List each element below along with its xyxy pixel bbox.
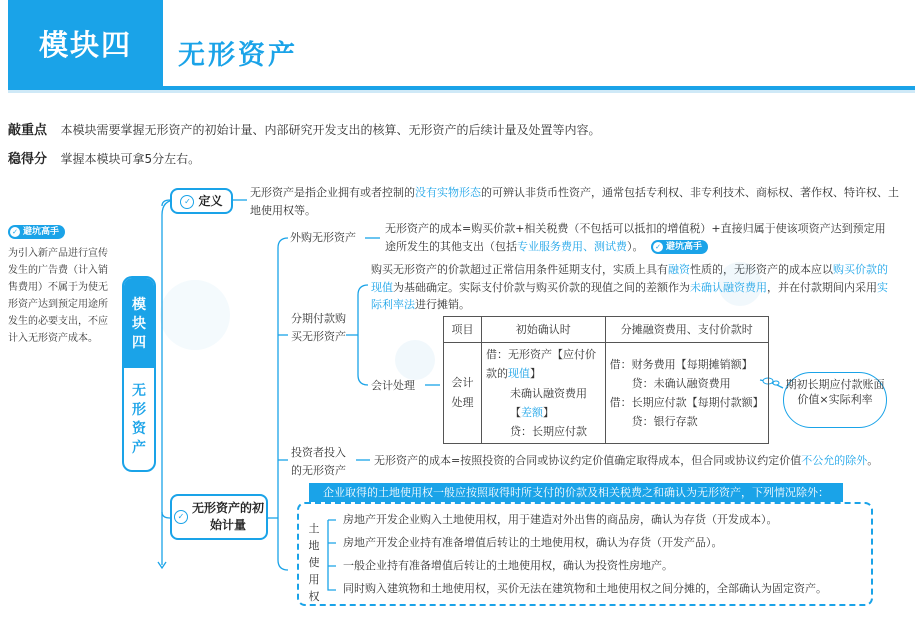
purchase-text: 无形资产的成本=购买价款+相关税费（不包括可以抵扣的增值税）+直接归属于使该项资产达到预定用途所发生的其他支出（包括专业服务费用、测试费）。 ✓ 避坑高手 bbox=[385, 222, 886, 253]
table-header: 项目 bbox=[444, 317, 482, 343]
score-label: 稳得分 bbox=[8, 152, 48, 167]
module-tab-bottom: 无形资产 bbox=[132, 383, 146, 456]
definition-label: 定义 bbox=[198, 194, 223, 208]
investor-label: 投资者投入的无形资产 bbox=[291, 446, 346, 477]
land-item: 房地产开发企业持有准备增值后转让的土地使用权，确认为存货（开发产品）。 bbox=[343, 536, 723, 549]
lightbulb-icon: ✓ bbox=[10, 227, 20, 237]
definition-node bbox=[170, 188, 233, 214]
purchase-label: 外购无形资产 bbox=[290, 231, 356, 244]
focus-text: 本模块需要掌握无形资产的初始计量、内部研究开发支出的核算、无形资产的后续计量及处置等内容。 bbox=[60, 123, 601, 137]
lightbulb-icon: ✓ bbox=[653, 242, 663, 252]
investor-text: 无形资产的成本=按照投资的合同或协议约定价值确定取得成本，但合同或协议约定价值不公允的除外。 bbox=[374, 454, 879, 467]
left-note-text: 为引入新产品进行宣传发生的广告费（计入销售费用）不属于为使无形资产达到预定用途所发生的必要支出，不应计入无形资产成本。 bbox=[8, 248, 108, 344]
check-circle-icon: ✓ bbox=[174, 510, 188, 524]
focus-label: 敲重点 bbox=[8, 123, 48, 138]
initial-measurement-node bbox=[170, 494, 268, 540]
tip-badge-label: 避坑高手 bbox=[23, 227, 60, 237]
land-use-label: 土地使用权 bbox=[308, 522, 320, 604]
check-circle-icon: ✓ bbox=[180, 195, 194, 209]
table-header: 分摊融资费用、支付价款时 bbox=[605, 317, 768, 343]
table-header-row bbox=[444, 317, 769, 343]
page-title: 无形资产 bbox=[178, 40, 298, 71]
definition-text: 无形资产是指企业拥有或者控制的没有实物形态的可辨认非货币性资产，通常包括专利权、非专利技术、商标权、著作权、特许权、土地使用权等。 bbox=[250, 186, 899, 217]
table-row bbox=[444, 343, 769, 444]
table-header: 初始确认时 bbox=[481, 317, 605, 343]
watermark-logo bbox=[395, 340, 435, 380]
module-tab-top: 模块四 bbox=[124, 278, 154, 368]
module-label: 模块四 bbox=[8, 0, 163, 90]
watermark-logo bbox=[160, 280, 230, 350]
tip-badge-purchase: ✓ 避坑高手 bbox=[651, 240, 708, 254]
land-item: 同时购入建筑物和土地使用权，买价无法在建筑物和土地使用权之间分摊的，全部确认为固定资产。 bbox=[343, 582, 827, 595]
watermark-logo bbox=[718, 262, 762, 306]
later-entry-cell: 借：财务费用【每期摊销额】 贷：未确认融资费用 借：长期应付款【每期付款额】 贷：银行存款 bbox=[605, 343, 768, 444]
installment-label: 分期付款购买无形资产 bbox=[291, 312, 346, 343]
land-item: 一般企业持有准备增值后转让的土地使用权，确认为投资性房地产。 bbox=[343, 559, 673, 572]
installment-text: 购买无形资产的价款超过正常信用条件延期支付，实质上具有融资性质的，无形资产的成本应以购买价款的现值为基础确定。实际支付价款与购买价款的现值之间的差额作为未确认融资费用，并在付款期间内采用实际利率法进行摊销。 bbox=[371, 263, 888, 312]
accounting-table bbox=[443, 316, 769, 444]
initial-measurement-label: 无形资产的初始计量 bbox=[192, 501, 265, 532]
formula-cloud: 期初长期应付款账面价值×实际利率 bbox=[783, 372, 887, 428]
score-text: 掌握本模块可拿5分左右。 bbox=[60, 152, 201, 166]
accounting-label: 会计处理 bbox=[371, 379, 415, 392]
initial-entry-cell: 借：无形资产【应付价款的现值】 未确认融资费用【差额】 贷：长期应付款 bbox=[481, 343, 605, 444]
land-use-banner: 企业取得的土地使用权一般应按照取得时所支付的价款及相关税费之和确认为无形资产，下列情况除外： bbox=[309, 483, 843, 502]
table-row-label: 会计处理 bbox=[444, 343, 482, 444]
land-item: 房地产开发企业购入土地使用权，用于建造对外出售的商品房，确认为存货（开发成本）。 bbox=[343, 513, 778, 526]
